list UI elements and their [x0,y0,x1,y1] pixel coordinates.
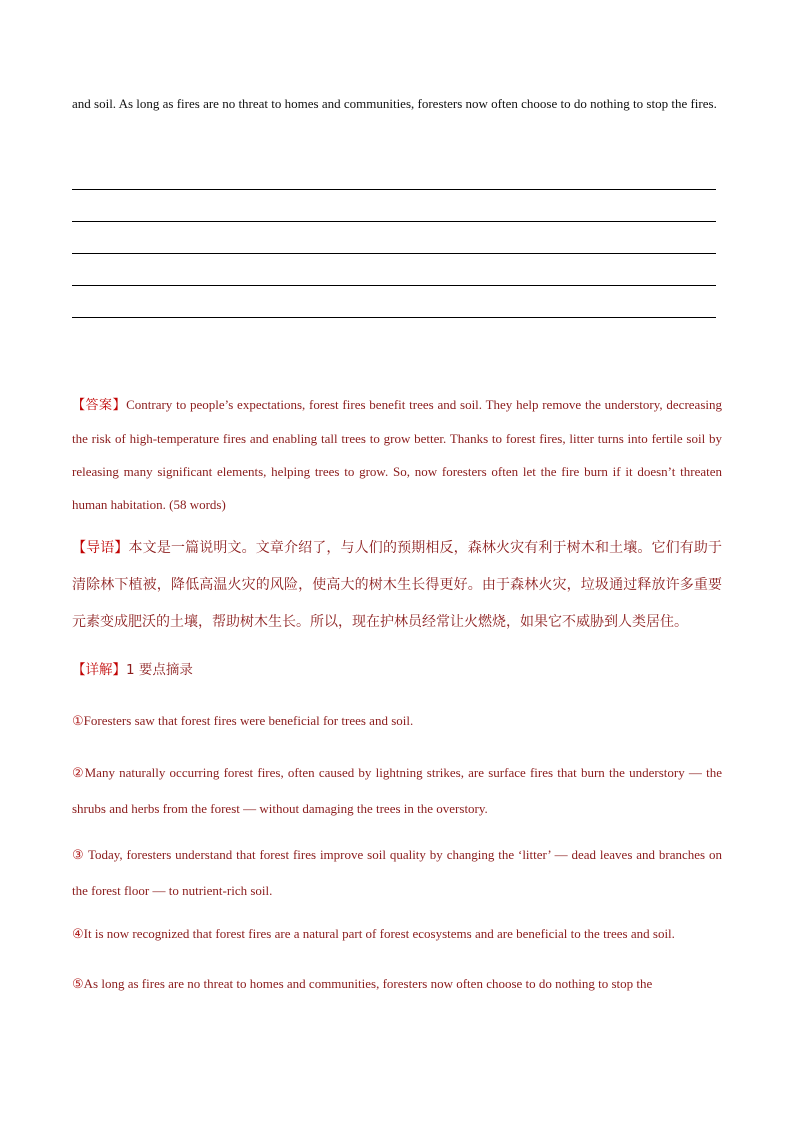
guide-text: 本文是一篇说明文。文章介绍了，与人们的预期相反，森林火灾有利于树木和土壤。它们有助于清除林下植被，降低高温火灾的风险，使高大的树木生长得更好。由于森林火灾，垃圾通过释放许多重要元素变成肥沃的土壤，帮助树木生长。所以，现在护林员经常让火燃烧，如果它不威胁到人类居住。 [72,540,723,630]
point-number: ⑤ [72,976,84,991]
writing-line[interactable] [72,285,716,286]
point-text: Today, foresters understand that forest fires improve soil quality by changing the ‘litter’ — dead leaves and branches on the forest floor — to nutrient-rich soil. [72,847,723,898]
writing-line[interactable] [72,317,716,318]
intro-paragraph: and soil. As long as fires are no threat to homes and communities, foresters now often choose to do nothing to stop the fires. [72,96,717,111]
writing-line[interactable] [72,221,716,222]
point-number: ② [72,765,85,780]
point-text: Foresters saw that forest fires were beneficial for trees and soil. [83,713,414,728]
answer-writing-lines [72,189,716,349]
key-point-2 [72,755,722,827]
key-point-3 [72,837,722,909]
writing-line[interactable] [72,253,716,254]
guide-paragraph [72,530,722,641]
answer-paragraph [72,388,722,521]
point-number: ④ [72,926,84,941]
guide-tag: 【导语】 [72,540,129,556]
answer-tag: 【答案】 [72,398,127,413]
writing-line[interactable] [72,189,716,190]
point-number: ① [72,713,84,728]
answer-text: Contrary to people’s expectations, forest fires benefit trees and soil. They help remove the understory, decreasing the risk of high-temperature fires and enabling tall trees to grow better. Thanks to forest fires, litter turns into fertile soil by releasing many significant elements, helping trees to grow. So, now foresters often let the fire burn if it doesn’t threaten human habitation. (58 words) [72,397,722,512]
detail-heading-text: 1 要点摘录 [126,662,193,678]
detail-heading [72,656,193,684]
key-point-5 [72,969,722,999]
detail-tag: 【详解】 [72,662,126,678]
point-text: As long as fires are no threat to homes and communities, foresters now often choose to do nothing to stop the [83,976,653,991]
key-point-4 [72,919,722,949]
point-number: ③ [72,847,85,862]
key-point-1 [72,706,722,736]
point-text: Many naturally occurring forest fires, often caused by lightning strikes, are surface fires that burn the understory — the shrubs and herbs from the forest — without damaging the trees in the overstory. [72,765,722,816]
point-text: It is now recognized that forest fires are a natural part of forest ecosystems and are beneficial to the trees and soil. [83,926,675,941]
